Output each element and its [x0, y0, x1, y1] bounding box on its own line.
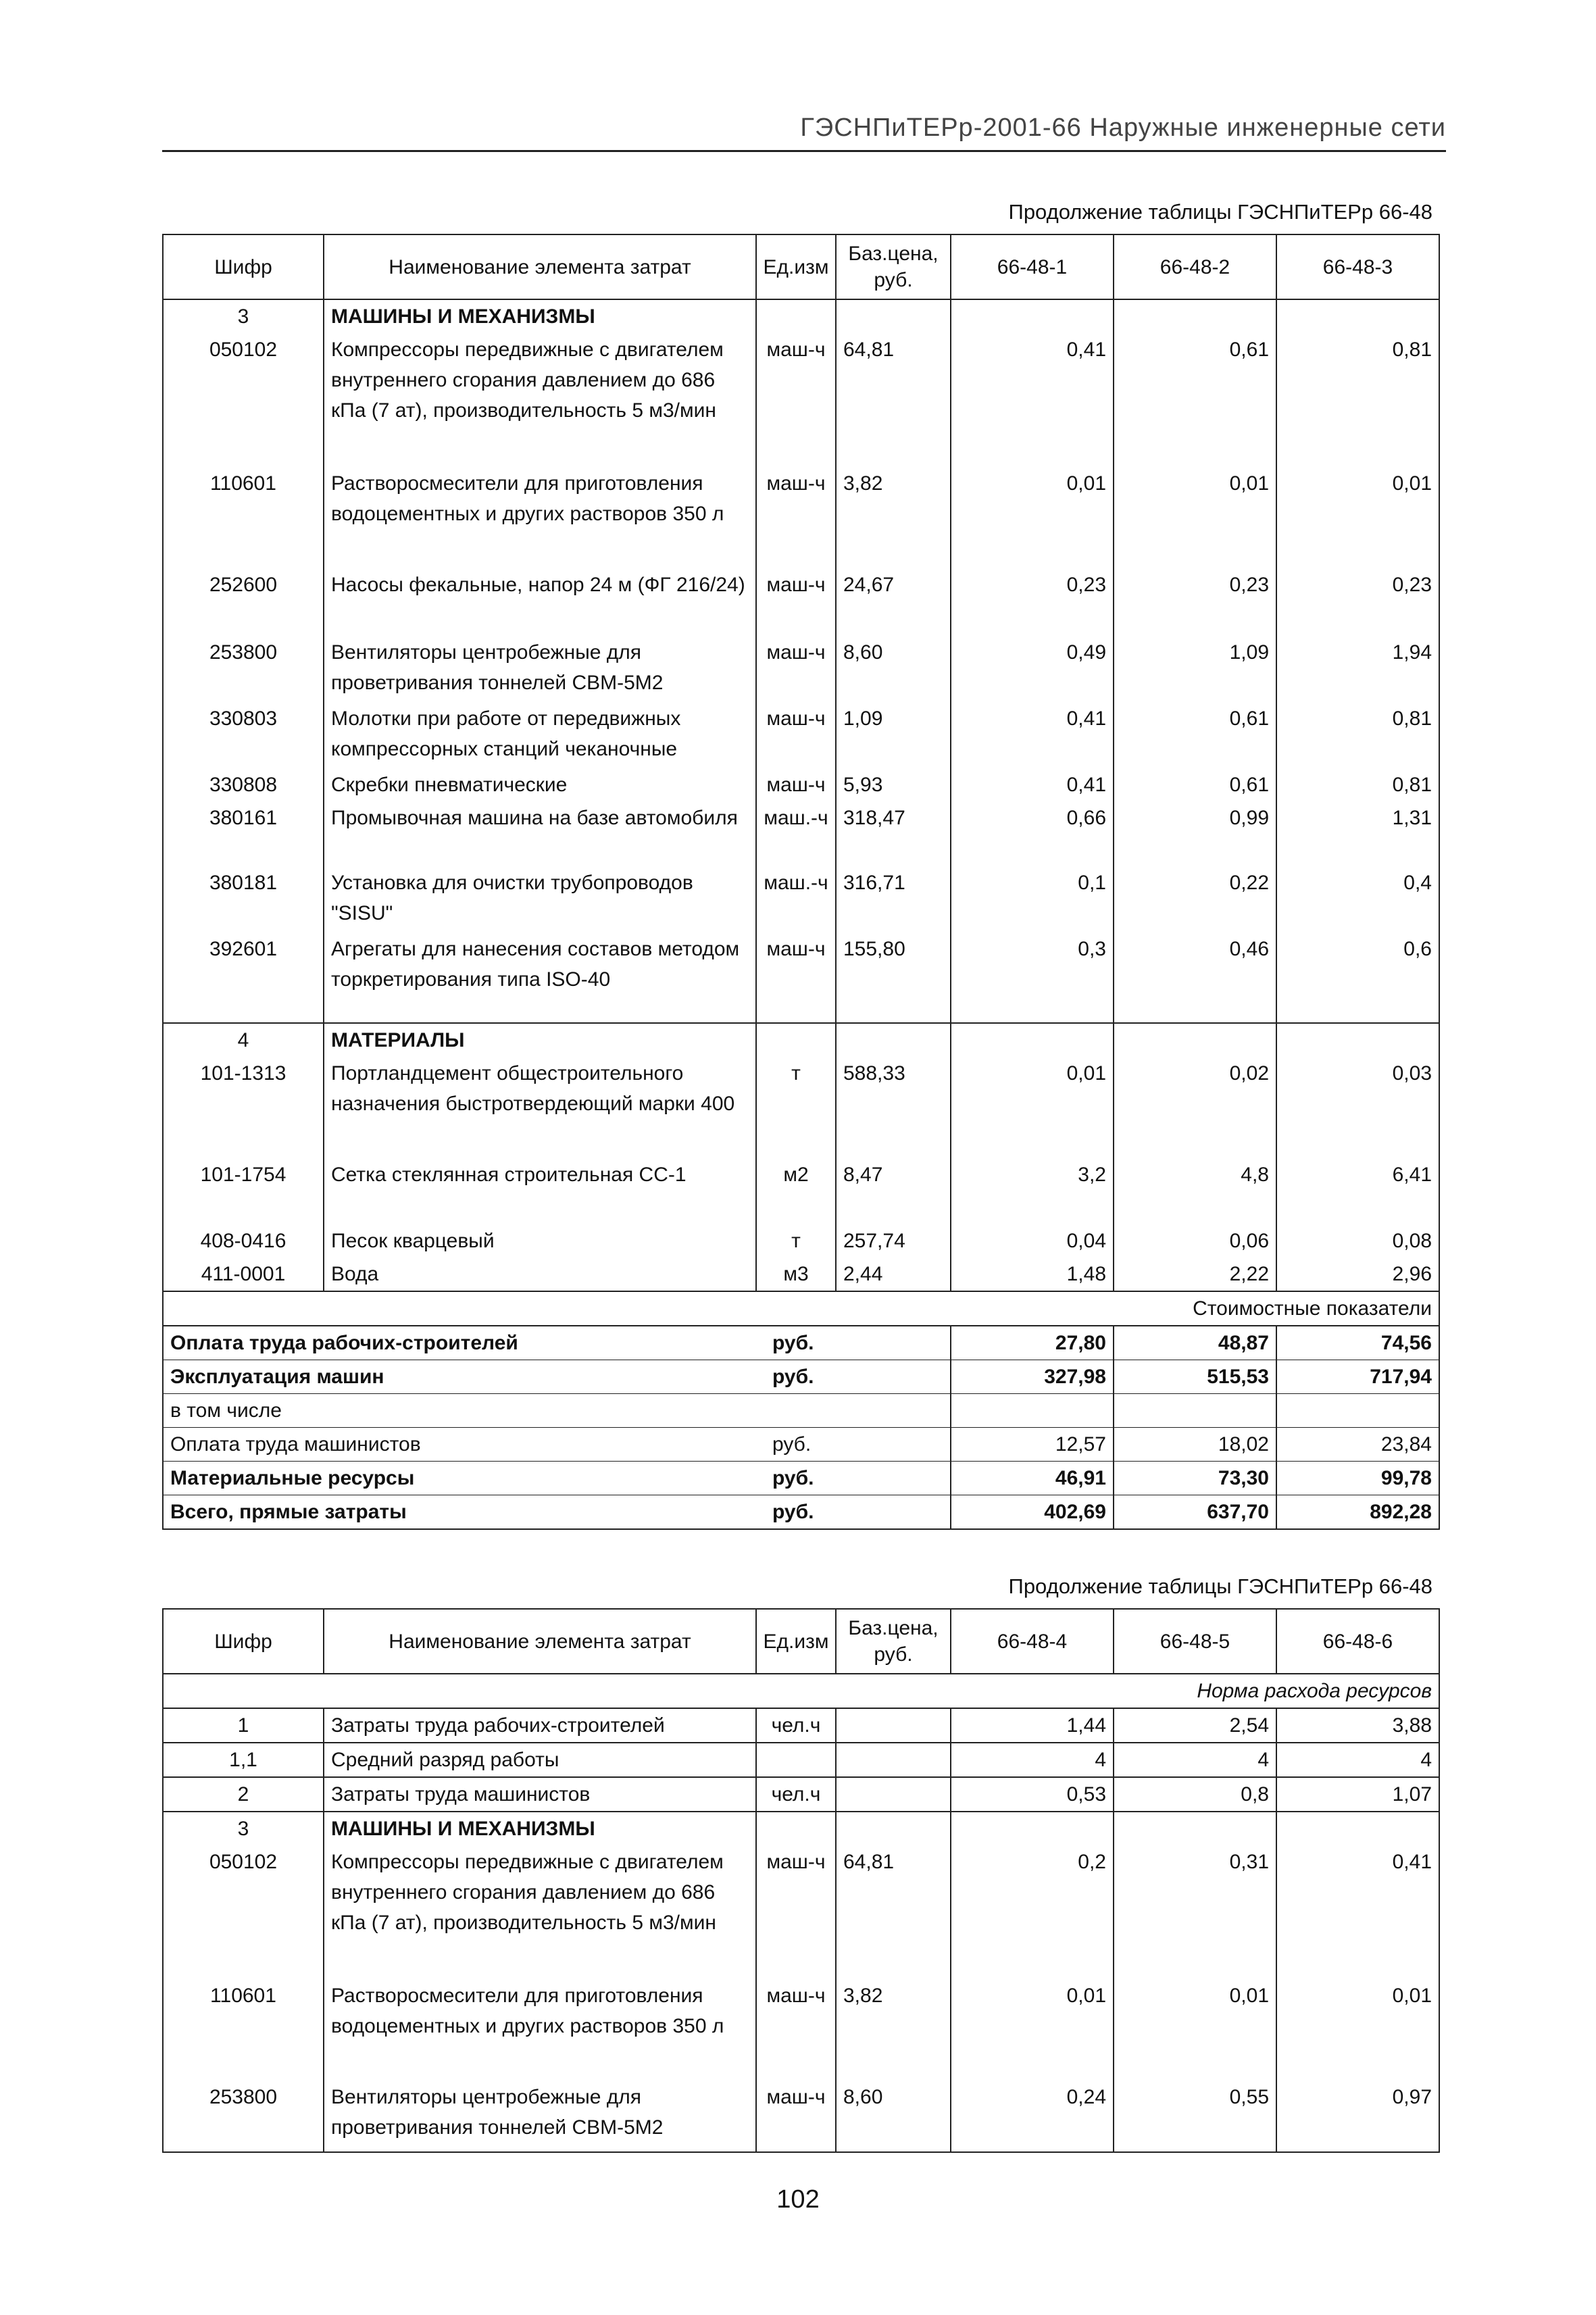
- row-code: 253800: [163, 636, 324, 702]
- row-value-1: 4: [951, 1743, 1114, 1777]
- section-code: 4: [163, 1023, 324, 1057]
- row-code: 411-0001: [163, 1258, 324, 1291]
- row-value-2: 0,06: [1114, 1224, 1276, 1258]
- cost-band-label: Стоимостные показатели: [163, 1291, 1439, 1326]
- header-name: Наименование элемента затрат: [324, 1609, 756, 1674]
- row-unit: м2: [756, 1158, 836, 1224]
- summary-unit: [756, 1394, 951, 1428]
- row-price: 257,74: [836, 1224, 951, 1258]
- row-unit: маш-ч: [756, 2081, 836, 2152]
- row-unit: т: [756, 1057, 836, 1158]
- cost-band-row: [163, 1291, 1439, 1326]
- row-value-3: 0,6: [1276, 932, 1439, 1023]
- row-value-1: 0,2: [951, 1845, 1114, 1979]
- table-row: [163, 568, 1439, 636]
- page-number: 102: [776, 2185, 820, 2214]
- row-code: 101-1754: [163, 1158, 324, 1224]
- summary-value-3: 717,94: [1276, 1360, 1439, 1394]
- summary-row: [163, 1360, 1439, 1394]
- summary-value-2: [1114, 1394, 1276, 1428]
- row-code: 050102: [163, 1845, 324, 1979]
- row-value-1: 1,48: [951, 1258, 1114, 1291]
- summary-value-2: 48,87: [1114, 1326, 1276, 1360]
- row-name: Сетка стеклянная строительная СС-1: [324, 1158, 756, 1224]
- row-unit: маш-ч: [756, 636, 836, 702]
- row-value-2: 2,22: [1114, 1258, 1276, 1291]
- table-row: [163, 932, 1439, 1023]
- row-code: 392601: [163, 932, 324, 1023]
- row-value-1: 0,01: [951, 1057, 1114, 1158]
- row-unit: чел.ч: [756, 1777, 836, 1812]
- row-value-2: 4: [1114, 1743, 1276, 1777]
- summary-unit: руб.: [756, 1495, 951, 1530]
- row-unit: маш-ч: [756, 1979, 836, 2081]
- header-code: Шифр: [163, 234, 324, 299]
- summary-row: [163, 1428, 1439, 1462]
- row-price: [836, 1708, 951, 1743]
- table-row: [163, 1743, 1439, 1777]
- summary-label: Оплата труда машинистов: [163, 1428, 756, 1462]
- row-value-3: 0,81: [1276, 768, 1439, 801]
- row-unit: маш-ч: [756, 333, 836, 467]
- row-price: 5,93: [836, 768, 951, 801]
- row-value-2: 0,02: [1114, 1057, 1276, 1158]
- row-value-2: 0,01: [1114, 467, 1276, 568]
- summary-label: Оплата труда рабочих-строителей: [163, 1326, 756, 1360]
- header-col-3: 66-48-3: [1276, 234, 1439, 299]
- row-code: 252600: [163, 568, 324, 636]
- row-name: Агрегаты для нанесения составов методом торкретирования типа ISO-40: [324, 932, 756, 1023]
- row-value-2: 0,61: [1114, 702, 1276, 768]
- row-name: Растворосмесители для приготовления водоцементных и других растворов 350 л: [324, 1979, 756, 2081]
- row-price: 588,33: [836, 1057, 951, 1158]
- table-row: [163, 1777, 1439, 1812]
- table-row: [163, 1158, 1439, 1224]
- row-code: 1,1: [163, 1743, 324, 1777]
- row-value-1: 0,49: [951, 636, 1114, 702]
- summary-label: Эксплуатация машин: [163, 1360, 756, 1394]
- row-value-1: 3,2: [951, 1158, 1114, 1224]
- row-value-2: 0,01: [1114, 1979, 1276, 2081]
- row-unit: маш.-ч: [756, 866, 836, 932]
- row-name: Насосы фекальные, напор 24 м (ФГ 216/24): [324, 568, 756, 636]
- summary-unit: руб.: [756, 1326, 951, 1360]
- row-name: Установка для очистки трубопроводов "SISU": [324, 866, 756, 932]
- row-price: 2,44: [836, 1258, 951, 1291]
- header-col-1: 66-48-1: [951, 234, 1114, 299]
- summary-value-3: 23,84: [1276, 1428, 1439, 1462]
- summary-row: [163, 1394, 1439, 1428]
- table1-header-row: [163, 234, 1439, 299]
- header-code: Шифр: [163, 1609, 324, 1674]
- table1: [162, 234, 1440, 1530]
- row-code: 1: [163, 1708, 324, 1743]
- summary-row: [163, 1326, 1439, 1360]
- row-value-1: 0,41: [951, 333, 1114, 467]
- row-price: 64,81: [836, 1845, 951, 1979]
- row-price: 318,47: [836, 801, 951, 866]
- row-price: 8,47: [836, 1158, 951, 1224]
- row-name: Вентиляторы центробежные для проветривания тоннелей СВМ-5М2: [324, 2081, 756, 2152]
- table-row: [163, 768, 1439, 801]
- row-value-1: 0,01: [951, 467, 1114, 568]
- row-code: 110601: [163, 467, 324, 568]
- row-unit: маш-ч: [756, 467, 836, 568]
- row-name: Скребки пневматические: [324, 768, 756, 801]
- row-unit: маш-ч: [756, 932, 836, 1023]
- table-row: [163, 467, 1439, 568]
- section-title: МАШИНЫ И МЕХАНИЗМЫ: [324, 1812, 756, 1845]
- row-value-2: 0,23: [1114, 568, 1276, 636]
- row-unit: [756, 1743, 836, 1777]
- row-unit: м3: [756, 1258, 836, 1291]
- row-price: 24,67: [836, 568, 951, 636]
- row-code: 253800: [163, 2081, 324, 2152]
- summary-value-2: 637,70: [1114, 1495, 1276, 1530]
- row-code: 330808: [163, 768, 324, 801]
- row-value-2: 0,8: [1114, 1777, 1276, 1812]
- row-value-3: 0,23: [1276, 568, 1439, 636]
- row-value-3: 4: [1276, 1743, 1439, 1777]
- row-name: Вентиляторы центробежные для проветривания тоннелей СВМ-5М2: [324, 636, 756, 702]
- row-name: Компрессоры передвижные с двигателем внутреннего сгорания давлением до 686 кПа (7 ат), производительность 5 м3/мин: [324, 1845, 756, 1979]
- header-unit: Ед.изм: [756, 1609, 836, 1674]
- table-row: [163, 866, 1439, 932]
- row-value-1: 0,23: [951, 568, 1114, 636]
- summary-unit: руб.: [756, 1428, 951, 1462]
- row-name: Промывочная машина на базе автомобиля: [324, 801, 756, 866]
- row-unit: т: [756, 1224, 836, 1258]
- row-name: Затраты труда рабочих-строителей: [324, 1708, 756, 1743]
- row-price: 3,82: [836, 1979, 951, 2081]
- row-value-3: 0,03: [1276, 1057, 1439, 1158]
- row-name: Средний разряд работы: [324, 1743, 756, 1777]
- row-value-3: 0,08: [1276, 1224, 1439, 1258]
- row-value-2: 0,61: [1114, 768, 1276, 801]
- table-row: [163, 2081, 1439, 2152]
- summary-unit: руб.: [756, 1462, 951, 1495]
- summary-value-1: 27,80: [951, 1326, 1114, 1360]
- section-row-materials: [163, 1023, 1439, 1057]
- row-price: 3,82: [836, 467, 951, 568]
- header-rule: [162, 150, 1446, 152]
- row-value-1: 0,41: [951, 702, 1114, 768]
- row-price: [836, 1777, 951, 1812]
- header-unit: Ед.изм: [756, 234, 836, 299]
- row-name: Молотки при работе от передвижных компрессорных станций чеканочные: [324, 702, 756, 768]
- header-price: Баз.цена, руб.: [836, 234, 951, 299]
- table2-header-row: [163, 1609, 1439, 1674]
- table1-caption: Продолжение таблицы ГЭСНПиТЕРр 66-48: [1008, 200, 1432, 224]
- row-value-1: 0,3: [951, 932, 1114, 1023]
- row-value-3: 0,4: [1276, 866, 1439, 932]
- row-value-3: 1,07: [1276, 1777, 1439, 1812]
- table-row: [163, 702, 1439, 768]
- row-unit: маш.-ч: [756, 801, 836, 866]
- summary-value-2: 73,30: [1114, 1462, 1276, 1495]
- section-row-machines: [163, 1812, 1439, 1845]
- row-code: 330803: [163, 702, 324, 768]
- section-code: 3: [163, 1812, 324, 1845]
- row-code: 380181: [163, 866, 324, 932]
- summary-label: в том числе: [163, 1394, 756, 1428]
- summary-value-2: 515,53: [1114, 1360, 1276, 1394]
- header-col-5: 66-48-5: [1114, 1609, 1276, 1674]
- row-price: 316,71: [836, 866, 951, 932]
- summary-value-3: [1276, 1394, 1439, 1428]
- row-value-3: 2,96: [1276, 1258, 1439, 1291]
- table-row: [163, 801, 1439, 866]
- row-value-2: 1,09: [1114, 636, 1276, 702]
- row-value-2: 0,46: [1114, 932, 1276, 1023]
- row-price: 64,81: [836, 333, 951, 467]
- row-value-2: 4,8: [1114, 1158, 1276, 1224]
- header-col-6: 66-48-6: [1276, 1609, 1439, 1674]
- row-unit: маш-ч: [756, 768, 836, 801]
- summary-label: Всего, прямые затраты: [163, 1495, 756, 1530]
- summary-value-3: 74,56: [1276, 1326, 1439, 1360]
- table-row: [163, 333, 1439, 467]
- summary-value-3: 892,28: [1276, 1495, 1439, 1530]
- row-unit: чел.ч: [756, 1708, 836, 1743]
- row-value-3: 3,88: [1276, 1708, 1439, 1743]
- row-code: 408-0416: [163, 1224, 324, 1258]
- row-price: [836, 1743, 951, 1777]
- row-value-1: 0,53: [951, 1777, 1114, 1812]
- section-title: МАШИНЫ И МЕХАНИЗМЫ: [324, 299, 756, 333]
- summary-value-1: [951, 1394, 1114, 1428]
- row-code: 380161: [163, 801, 324, 866]
- summary-row: [163, 1495, 1439, 1530]
- table-row: [163, 1224, 1439, 1258]
- row-price: 155,80: [836, 932, 951, 1023]
- row-value-2: 0,31: [1114, 1845, 1276, 1979]
- summary-unit: руб.: [756, 1360, 951, 1394]
- row-value-2: 0,99: [1114, 801, 1276, 866]
- row-value-1: 0,01: [951, 1979, 1114, 2081]
- summary-value-1: 327,98: [951, 1360, 1114, 1394]
- summary-value-2: 18,02: [1114, 1428, 1276, 1462]
- row-value-1: 0,41: [951, 768, 1114, 801]
- table-row: [163, 1845, 1439, 1979]
- header-name: Наименование элемента затрат: [324, 234, 756, 299]
- summary-row: [163, 1462, 1439, 1495]
- row-name: Компрессоры передвижные с двигателем внутреннего сгорания давлением до 686 кПа (7 ат), производительность 5 м3/мин: [324, 333, 756, 467]
- row-value-3: 0,01: [1276, 1979, 1439, 2081]
- row-value-2: 2,54: [1114, 1708, 1276, 1743]
- row-value-1: 0,66: [951, 801, 1114, 866]
- row-price: 1,09: [836, 702, 951, 768]
- row-value-3: 6,41: [1276, 1158, 1439, 1224]
- row-value-3: 0,97: [1276, 2081, 1439, 2152]
- section-row-machines: [163, 299, 1439, 333]
- table2-caption: Продолжение таблицы ГЭСНПиТЕРр 66-48: [1008, 1574, 1432, 1598]
- row-value-1: 1,44: [951, 1708, 1114, 1743]
- section-title: МАТЕРИАЛЫ: [324, 1023, 756, 1057]
- row-value-3: 0,01: [1276, 467, 1439, 568]
- row-name: Растворосмесители для приготовления водоцементных и других растворов 350 л: [324, 467, 756, 568]
- row-value-3: 1,31: [1276, 801, 1439, 866]
- row-unit: маш-ч: [756, 1845, 836, 1979]
- row-code: 101-1313: [163, 1057, 324, 1158]
- norm-band-label: Норма расхода ресурсов: [163, 1674, 1439, 1708]
- row-code: 2: [163, 1777, 324, 1812]
- table-row: [163, 1057, 1439, 1158]
- header-price: Баз.цена, руб.: [836, 1609, 951, 1674]
- row-code: 050102: [163, 333, 324, 467]
- row-value-3: 1,94: [1276, 636, 1439, 702]
- row-value-3: 0,81: [1276, 702, 1439, 768]
- row-code: 110601: [163, 1979, 324, 2081]
- summary-value-1: 402,69: [951, 1495, 1114, 1530]
- table-row: [163, 636, 1439, 702]
- header-col-4: 66-48-4: [951, 1609, 1114, 1674]
- section-code: 3: [163, 299, 324, 333]
- row-name: Портландцемент общестроительного назначения быстротвердеющий марки 400: [324, 1057, 756, 1158]
- table-row: [163, 1258, 1439, 1291]
- table-row: [163, 1708, 1439, 1743]
- summary-value-3: 99,78: [1276, 1462, 1439, 1495]
- table2: [162, 1608, 1440, 2153]
- running-head: ГЭСНПиТЕРр-2001-66 Наружные инженерные сети: [800, 114, 1446, 142]
- row-price: 8,60: [836, 2081, 951, 2152]
- row-value-1: 0,24: [951, 2081, 1114, 2152]
- row-price: 8,60: [836, 636, 951, 702]
- summary-value-1: 12,57: [951, 1428, 1114, 1462]
- table-row: [163, 1979, 1439, 2081]
- row-name: Затраты труда машинистов: [324, 1777, 756, 1812]
- row-value-2: 0,22: [1114, 866, 1276, 932]
- row-name: Вода: [324, 1258, 756, 1291]
- norm-band-row: [163, 1674, 1439, 1708]
- summary-label: Материальные ресурсы: [163, 1462, 756, 1495]
- row-value-2: 0,55: [1114, 2081, 1276, 2152]
- row-value-3: 0,41: [1276, 1845, 1439, 1979]
- header-col-2: 66-48-2: [1114, 234, 1276, 299]
- row-unit: маш-ч: [756, 568, 836, 636]
- row-value-2: 0,61: [1114, 333, 1276, 467]
- row-unit: маш-ч: [756, 702, 836, 768]
- summary-value-1: 46,91: [951, 1462, 1114, 1495]
- row-value-3: 0,81: [1276, 333, 1439, 467]
- row-name: Песок кварцевый: [324, 1224, 756, 1258]
- row-value-1: 0,1: [951, 866, 1114, 932]
- row-value-1: 0,04: [951, 1224, 1114, 1258]
